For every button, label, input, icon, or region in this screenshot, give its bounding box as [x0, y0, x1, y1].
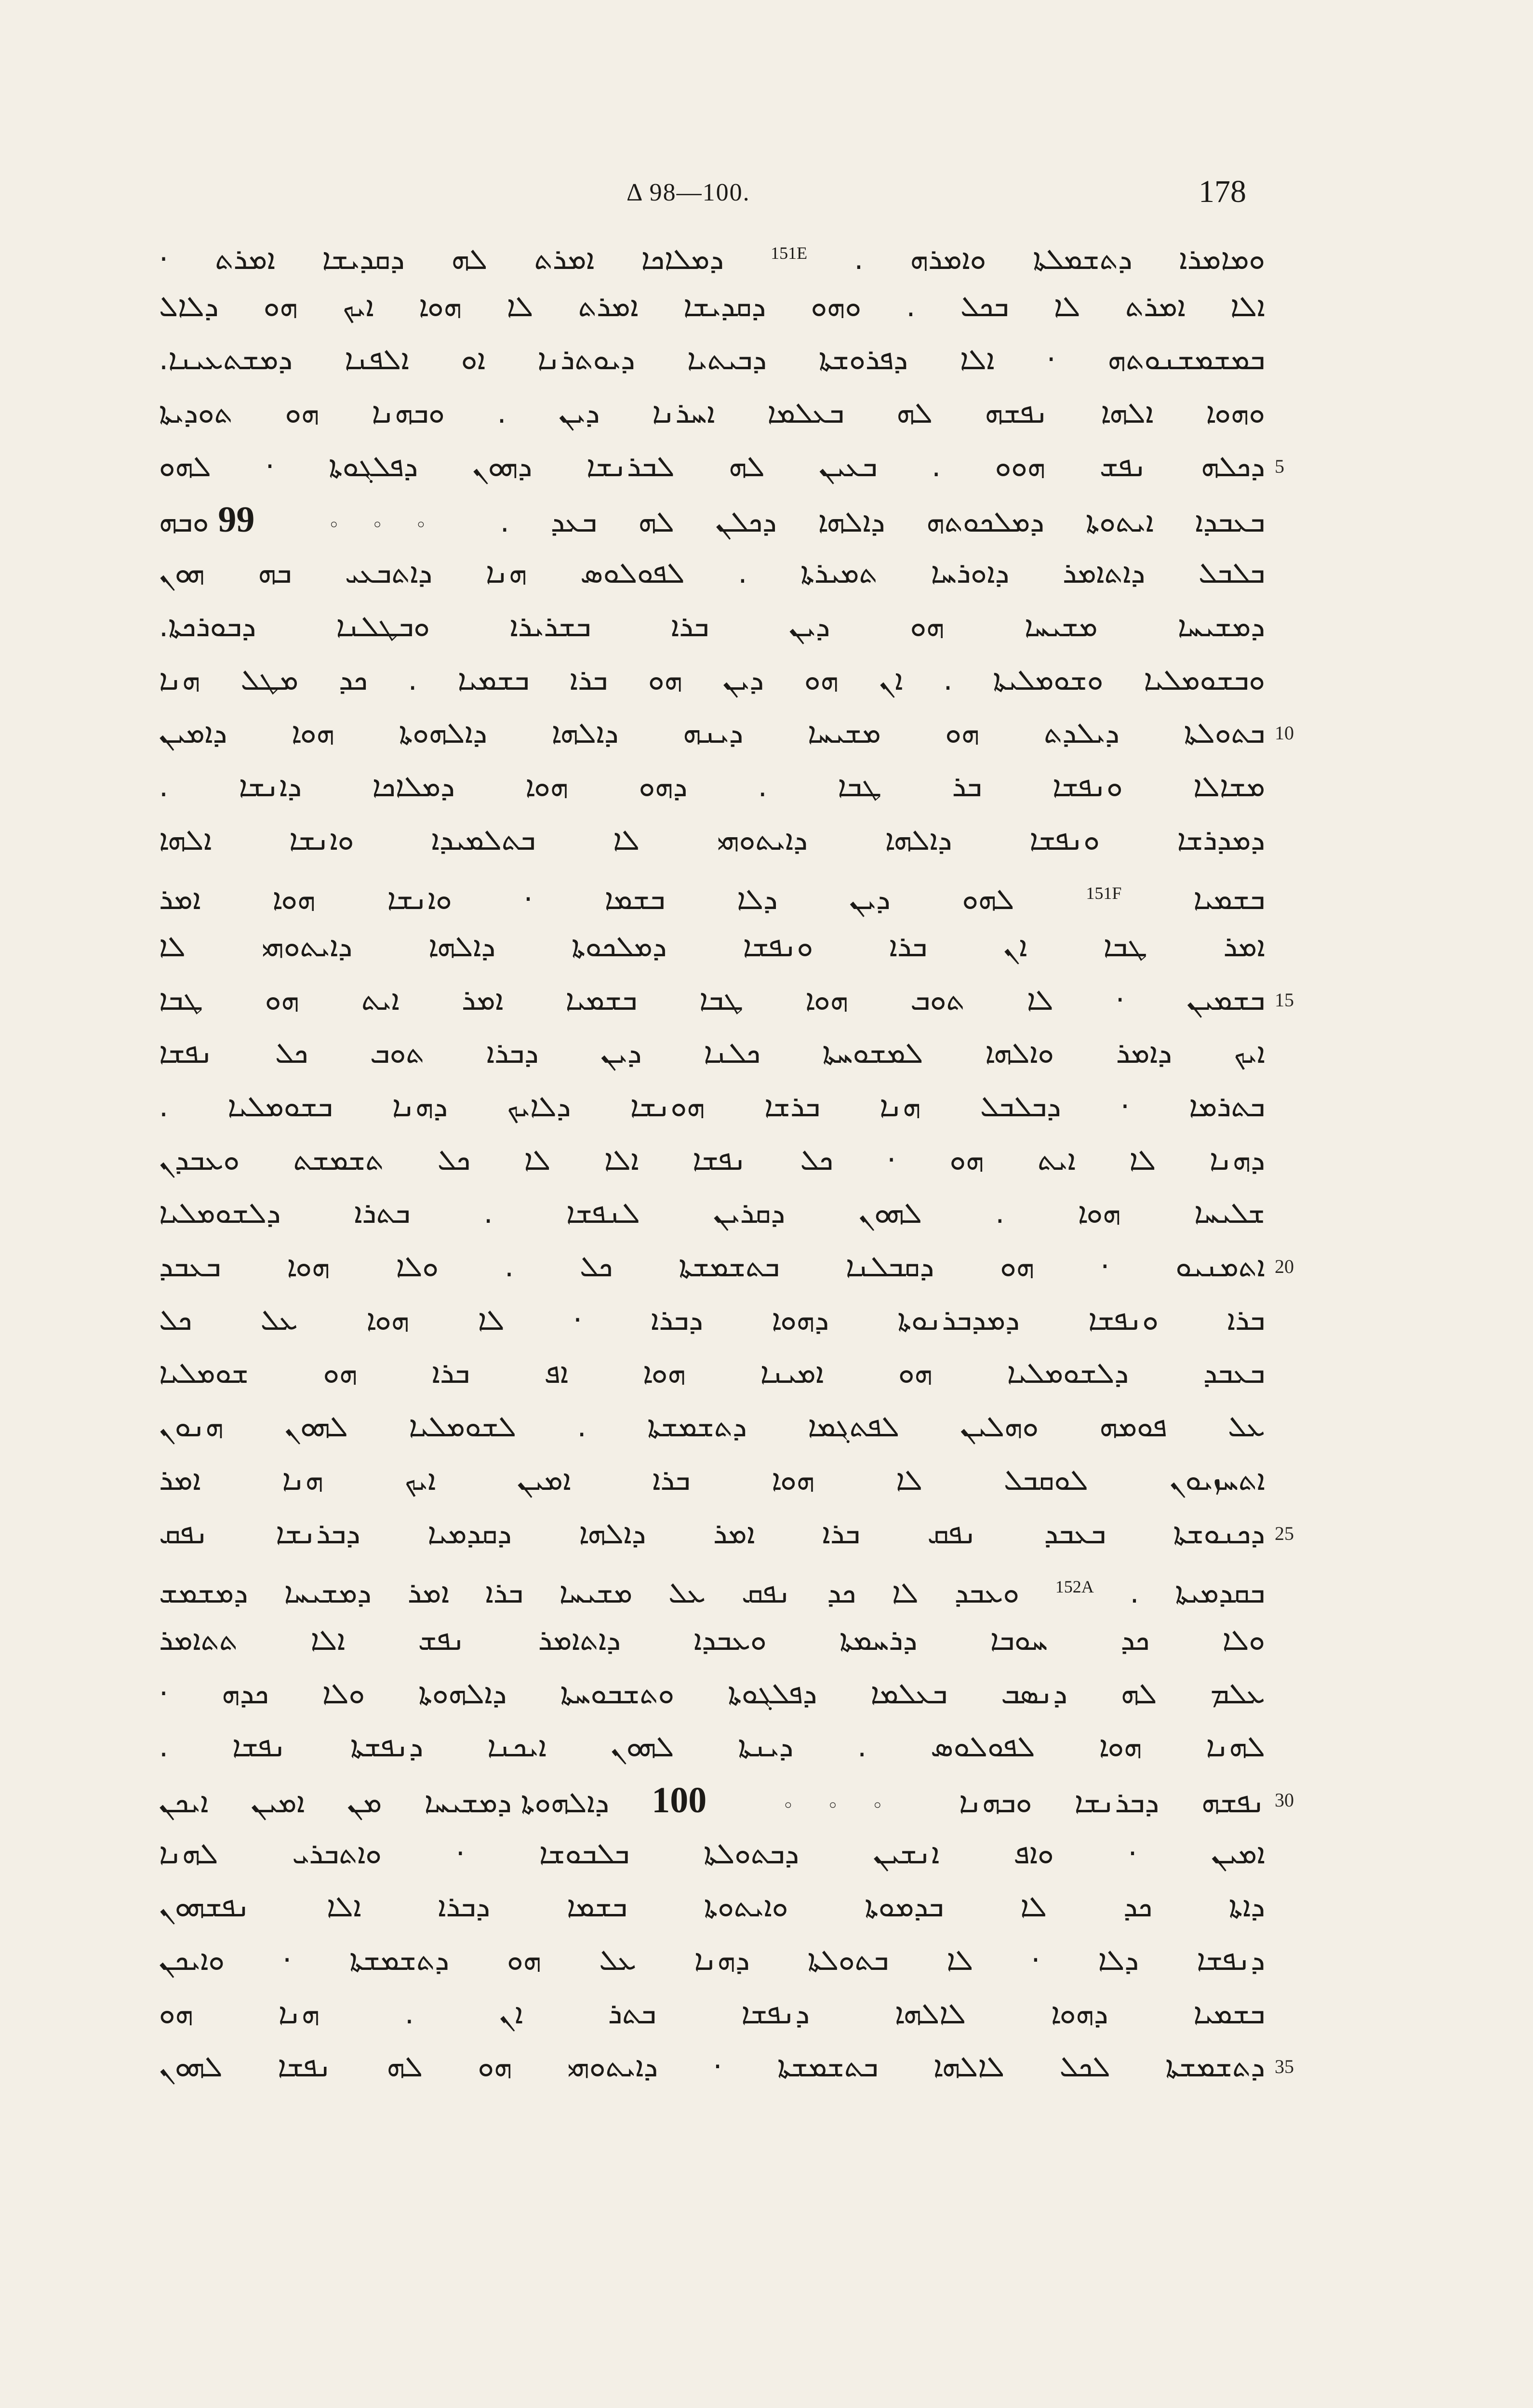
line-text	[159, 440, 1265, 494]
line-segment: ܕܡܕܪܫܐ ܘܢܦܫܐ ܕܐܠܗܐ ܕܐܝܬܘܗܝ ܠܐ ܒܬܠܡܝܕܐ ܘܐܢܫܐ ܐܠܗܐ	[159, 823, 1265, 857]
folio-marker: 152A	[1055, 1577, 1094, 1597]
text-line	[159, 707, 1294, 760]
line-segment: ܕܗܢܐ ܠܐ ܐܝܬ ܗܘ · ܟܠ ܢܦܫܐ ܐܠܐ ܠܐ ܟܠ ܬܫܡܫܬ ܘܥܒܕܢ	[159, 1143, 1265, 1177]
line-text	[159, 867, 1265, 926]
text-line	[159, 440, 1284, 494]
text-line	[159, 1560, 1265, 1614]
text-line	[159, 654, 1265, 707]
line-number: 15	[1275, 989, 1294, 1011]
line-text	[159, 1294, 1265, 1347]
line-text	[159, 814, 1265, 867]
line-text	[159, 493, 1265, 552]
line-segment: ܐܡܪ ܛܒܐ ܐܢ ܒܪܐ ܘܢܦܫܐ ܕܡܠܟܘܬܐ ܕܐܠܗܐ ܕܐܝܬܘܗܝ ܠܐ	[159, 929, 1265, 963]
syriac-text-block	[159, 227, 1294, 2094]
line-text	[159, 387, 1265, 440]
line-segment: ܐܬܡܢܝܘ · ܗܘ ܕܩܒܠܢܐ ܒܬܫܡܫܬܐ ܟܠ . ܘܠܐ ܗܘܐ ܒܥܒܕ	[159, 1250, 1265, 1284]
line-text	[159, 974, 1265, 1027]
line-text	[159, 1827, 1265, 1881]
text-line	[159, 387, 1265, 440]
line-segment: ܘܒܗ	[159, 505, 209, 539]
line-text	[159, 1987, 1265, 2041]
line-text	[159, 1240, 1265, 1294]
line-text	[159, 1614, 1265, 1667]
line-text	[159, 1454, 1265, 1507]
section-number: 99	[218, 499, 255, 540]
text-line	[159, 1347, 1265, 1400]
line-text	[159, 1774, 1265, 1833]
line-segment: ܥܠ ܦܘܡܗ ܘܗܠܝܢ ܠܦܬܓܡܐ ܕܬܫܡܫܬܐ . ܠܫܘܡܠܝܐ ܠܗܘܢ ܗܢܘܢ	[159, 1410, 1265, 1444]
line-text	[159, 547, 1265, 600]
line-text	[159, 1080, 1265, 1134]
text-line	[159, 974, 1294, 1027]
text-line	[159, 1134, 1265, 1187]
line-text	[159, 1187, 1265, 1240]
text-line	[159, 2040, 1294, 2094]
line-text	[159, 600, 1265, 654]
text-line	[159, 1187, 1265, 1240]
line-segment: ܫܠܝܚܐ ܗܘܐ . ܠܗܘܢ ܕܩܪܝܢ ܠܢܦܫܐ . ܒܬܪܐ ܕܠܫܘܡܠܝܐ	[159, 1196, 1265, 1231]
line-text	[159, 1400, 1265, 1454]
line-text	[159, 1027, 1265, 1080]
text-line	[159, 333, 1265, 387]
line-text	[159, 1560, 1265, 1620]
text-line	[159, 1027, 1265, 1080]
line-segment: ܘܒܫܘܡܠܝܐ ܘܫܘܡܠܝܬܐ . ܐܢ ܗܘ ܕܝܢ ܗܘ ܒܪܐ ܒܫܡܝܐ . ܟܕ ܡܛܠ ܗܢܐ	[159, 663, 1265, 697]
text-line	[159, 280, 1265, 334]
text-line	[159, 814, 1265, 867]
line-text	[159, 1507, 1265, 1561]
line-text	[159, 654, 1265, 707]
text-line	[159, 760, 1265, 814]
text-line	[159, 1667, 1265, 1721]
line-segment: ܕܢܦܫܐ ܕܠܐ · ܠܐ ܒܬܘܠܬܐ ܕܗܢܐ ܥܠ ܗܘ ܕܬܫܡܫܬܐ · ܘܐܝܟܢ	[159, 1943, 1265, 1977]
line-number: 30	[1275, 1789, 1294, 1811]
text-line	[159, 1240, 1294, 1294]
text-line	[159, 1454, 1265, 1507]
line-segment: ܕܟܠܗ ܢܦܫ ܗܘܘ . ܒܥܝܢ ܠܗ ܠܒܪܢܫܐ ܕܗܘܢ ܕܦܠܓܘܬܐ · ܠܗܘ	[159, 449, 1265, 483]
line-segment: ܕܐܬܐ ܟܕ ܠܐ ܒܕܡܘܬܐ ܘܐܝܬܘܬܐ ܒܫܡܐ ܕܒܪܐ ܐܠܐ ܢܦܫܗܘܢ	[159, 1890, 1265, 1924]
line-segment: ܐܬܚܙܝܘܢ ܠܘܩܒܠ ܠܐ ܗܘܐ ܒܪܐ ܐܡܝܢ ܐܝܟ ܗܢܐ ܐܡܪ	[159, 1463, 1265, 1497]
folio-marker: 151F	[1086, 883, 1122, 903]
line-segment: ܐܠܐ ܐܡܪܬ ܠܐ ܒܟܠ . ܘܗܘ ܕܩܕܝܫܐ ܐܡܪܬ ܠܐ ܗܘܐ ܐܝܟ ܗܘ ܕܠܐܠ	[159, 289, 1265, 323]
line-segment: ܕܡܠܐܟܐ ܐܡܪܬ ܠܗ ܕܩܕܝܫܐ ܐܡܪܬ ·	[159, 242, 771, 276]
section-reference: Δ 98—100.	[627, 179, 750, 206]
line-segment: ܒܬܘܠܬܐ ܕܝܠܕܬ ܗܘ ܡܫܝܚܐ ܕܝܢܗ ܕܐܠܗܐ ܕܐܠܗܘܬܐ ܗܘܐ ܕܐܡܝܢ	[159, 716, 1265, 750]
line-segment: ܠܗܘ ܕܝܢ ܕܠܐ ܒܫܡܐ · ܘܐܢܫܐ ܗܘܐ ܐܡܪ	[159, 883, 1086, 917]
text-line	[159, 1614, 1265, 1667]
line-text	[159, 1134, 1265, 1187]
line-text	[159, 760, 1265, 814]
line-text	[159, 920, 1265, 974]
line-text	[159, 2040, 1265, 2094]
line-segment: ܒܬܪܡܐ · ܕܒܠܒܠ ܗܢܐ ܒܪܫܐ ܗܘܢܫܐ ܕܠܐܝܟ ܕܗܢܐ ܒܫܘܡܠܝܐ .	[159, 1090, 1265, 1124]
line-segment: ܒܥܒܕܐ ܐܝܬܘܬܐ ܕܡܠܟܘܬܗ ܕܐܠܗܐ ܕܟܠܢ ܠܗ ܒܥܕ .	[458, 505, 1265, 539]
text-line	[159, 1880, 1265, 1934]
line-segment: ܒܩܕܡܝܬܐ .	[1093, 1576, 1265, 1610]
line-segment: ܕܐܠܗܘܬܐ ܕܡܫܝܚܐ ܡܢ ܐܡܝܢ ܐܝܟܢ	[159, 1785, 610, 1819]
text-line	[159, 600, 1265, 654]
line-segment: ܒܫܡܝܢ · ܠܐ ܬܘܒ ܗܘܐ ܛܒܐ ܒܫܡܝܐ ܐܡܪ ܐܝܬ ܗܘ ܛܒܐ	[159, 983, 1265, 1017]
text-line	[159, 1507, 1294, 1561]
line-segment: ܢܦܫܗ ܕܒܪܢܫܐ ܘܒܗܢܐ	[916, 1785, 1265, 1819]
ellipsis-marker: ◦◦◦	[749, 1794, 917, 1817]
text-line	[159, 867, 1265, 920]
line-text	[159, 333, 1265, 387]
text-line	[159, 493, 1265, 547]
line-segment: ܕܡܫܝܚܐ ܡܫܝܚܐ ܗܘ ܕܝܢ ܒܪܐ ܒܫܪܝܪܐ ܘܒܛܠܢܐ ܕܒܘܪܟܬܐ.	[159, 609, 1265, 643]
text-line	[159, 920, 1265, 974]
line-segment: ܘܡܐܡܪܐ ܕܬܫܡܠܬܐ ܘܐܡܪܗ .	[807, 242, 1266, 276]
text-line	[159, 1080, 1265, 1134]
line-segment: ܥܠܡ ܠܗ ܕܢܣܒ ܒܥܠܡܐ ܕܦܠܓܘܬܐ ܘܬܫܒܘܚܬܐ ܕܐܠܗܘܬܐ ܘܠܐ ܟܕܗ ·	[159, 1676, 1265, 1711]
line-segment: ܒܫܡܝܐ ܕܗܘܐ ܠܐܠܗܐ ܕܢܦܫܐ ܒܬܪ ܐܢ . ܗܢܐ ܗܘ	[159, 1996, 1265, 2031]
line-number: 20	[1275, 1256, 1294, 1278]
line-number: 5	[1275, 455, 1284, 477]
section-number: 100	[652, 1779, 707, 1820]
text-line	[159, 1720, 1265, 1774]
line-segment: ܒܥܒܕ ܕܠܫܘܡܠܝܐ ܗܘ ܐܡܝܢܐ ܗܘܐ ܐܦ ܒܪܐ ܗܘ ܫܘܡܠܝܐ	[159, 1356, 1265, 1391]
line-segment: ܕܟܢܘܫܬܐ ܒܥܒܕ ܢܦܩ ܒܪܐ ܐܡܪ ܕܐܠܗܐ ܕܩܕܡܝܐ ܕܒܪܢܫܐ ܢܦܩ	[159, 1516, 1265, 1551]
text-line	[159, 1400, 1265, 1454]
line-segment: ܒܪܐ ܘܢܦܫܐ ܕܡܕܒܪܢܘܬܐ ܕܗܘܐ ܕܒܪܐ · ܠܐ ܗܘܐ ܥܠ ܟܠ	[159, 1303, 1265, 1337]
line-text	[159, 1720, 1265, 1774]
ellipsis-marker: ◦◦◦	[296, 514, 459, 537]
line-number: 25	[1275, 1522, 1294, 1544]
line-text	[159, 227, 1265, 286]
line-text	[159, 1880, 1265, 1934]
text-line	[159, 1934, 1265, 1987]
page-header	[0, 174, 1533, 217]
line-text	[159, 1347, 1265, 1400]
text-line	[159, 547, 1265, 600]
line-text	[159, 1667, 1265, 1721]
line-segment: ܒܫܡܝܐ	[1121, 883, 1265, 917]
text-line	[159, 1774, 1294, 1827]
line-number: 35	[1275, 2056, 1294, 2078]
line-segment: ܘܗܘܐ ܐܠܗܐ ܢܦܫܗ ܠܗ ܒܥܠܡܐ ܐܚܪܢܐ ܕܝܢ . ܘܒܗܢܐ ܗܘ ܬܘܕܝܬܐ	[159, 396, 1265, 430]
line-segment: ܒܡܫܡܫܢܘܬܗ · ܐܠܐ ܕܦܪܘܫܬܐ ܕܒܝܬܝܐ ܕܝܘܬܪܢܐ ܐܘ ܐܠܦܢܐ ܕܡܫܬܥܝܢܐ.	[159, 343, 1265, 377]
text-line	[159, 1827, 1265, 1881]
line-text	[159, 707, 1265, 760]
line-number: 10	[1275, 722, 1294, 744]
line-segment: ܐܝܟ ܕܐܡܪ ܘܐܠܗܐ ܠܡܫܘܚܬܐ ܟܠܢܐ ܕܝܢ ܕܒܪܐ ܬܘܒ ܟܠ ܢܦܫܐ	[159, 1036, 1265, 1070]
folio-marker: 151E	[771, 243, 808, 263]
line-segment: ܒܠܒܠ ܕܐܬܐܡܪ ܕܐܘܪܚܐ ܬܡܝܪܬܐ . ܠܦܘܠܘܣ ܗܢܐ ܕܐܬܒܥܝ ܒܗ ܗܘܢ	[159, 556, 1265, 590]
line-segment: ܘܥܒܕ ܠܐ ܟܕ ܢܦܩ ܥܠ ܡܫܝܚܐ ܒܪܐ ܐܡܪ ܕܡܫܝܚܐ ܕܡܫܡܫ	[159, 1576, 1055, 1610]
line-segment: ܡܫܐܠܐ ܘܢܦܫܐ ܒܪ ܛܒܐ . ܕܗܘ ܗܘܐ ܕܡܠܐܟܐ ܕܐܢܫܐ .	[159, 769, 1265, 803]
text-line	[159, 1294, 1265, 1347]
page-number: 178	[1199, 174, 1246, 209]
line-segment: ܘܠܐ ܟܕ ܚܘܒܐ ܕܪܚܡܬܐ ܘܥܒܕܐ ܕܐܬܐܡܪ ܢܦܫ ܐܠܐ ܬܬܐܡܪ	[159, 1623, 1265, 1657]
text-line	[159, 227, 1265, 280]
line-text	[159, 280, 1265, 334]
line-segment: ܕܬܫܡܫܬܐ ܠܟܠ ܠܐܠܗܐ ܒܬܫܡܫܬܐ · ܕܐܝܬܘܗܝ ܗܘ ܠܗ ܢܦܫܐ ܠܗܘܢ	[159, 2050, 1265, 2084]
text-line	[159, 1987, 1265, 2041]
line-segment: ܠܗܢܐ ܗܘܐ ܠܦܘܠܘܣ . ܕܝܢܬܐ ܠܗܘܢ ܐܝܟܢܐ ܕܢܦܫܬܐ ܢܦܫܐ .	[159, 1730, 1265, 1764]
line-segment: ܐܡܝܢ · ܘܐܦ ܐܢܫܝܢ ܕܒܬܘܠܬܐ ܒܠܒܘܫܐ · ܘܐܬܒܪܝ ܠܗܢܐ	[159, 1836, 1265, 1871]
line-text	[159, 1934, 1265, 1987]
